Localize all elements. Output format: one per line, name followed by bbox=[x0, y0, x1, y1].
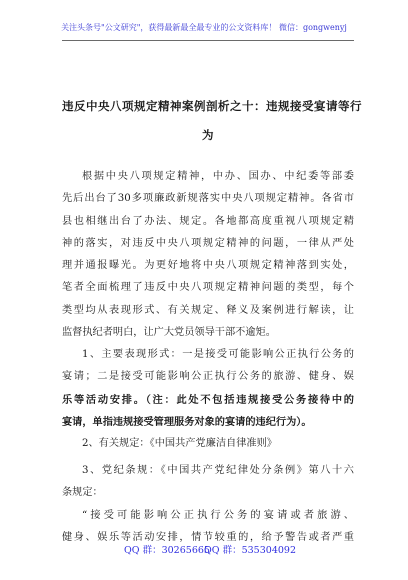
text-line: 宴请，单指违规接受管理服务对象的宴请的违纪行为）。 bbox=[62, 415, 312, 428]
text-line: 根据中央八项规定精神，中办、国办、中纪委等部委 bbox=[82, 171, 354, 182]
text-line: 3、党纪条规：《中国共产党纪律处分条例》第八十六 bbox=[82, 465, 354, 476]
paragraph-forms bbox=[62, 344, 354, 433]
text-line: 健身、娱乐等活动安排，情节较重的，给予警告或者严重 bbox=[62, 531, 354, 543]
text-line: 监督执纪者明白，让广大党员领导干部不逾矩。 bbox=[62, 327, 276, 339]
document-title-line-2: 为 bbox=[202, 128, 214, 142]
text-line: “接受可能影响公正执行公务的宴请或者旅游、 bbox=[82, 509, 354, 521]
text-line: 先后出台了30多项廉政新规落实中央八项规定精神。各省市 bbox=[62, 193, 354, 205]
document-title-line-1: 违反中央八项规定精神案例剖析之十：违规接受宴请等行 bbox=[62, 99, 362, 113]
text-line: 理并通报曝光。为更好地将中央八项规定精神落到实处， bbox=[62, 260, 354, 272]
text-line: 神的落实，对违反中央八项规定精神的问题，一律从严处 bbox=[62, 237, 354, 249]
header-note: 关注头条号"公文研究"，获得最新最全最专业的公文资料库！ 微信：gongwenyj bbox=[61, 23, 347, 32]
paragraph-intro bbox=[62, 166, 354, 344]
text-line: 宴请；二是接受可能影响公正执行公务的旅游、健身、娱 bbox=[62, 371, 354, 383]
text-line: 条规定： bbox=[62, 487, 103, 499]
text-line: 2、有关规定：《中国共产党廉洁自律准则》 bbox=[82, 438, 277, 449]
text-line: 类型均从表现形式、有关规定、释义及案例进行解读，让 bbox=[62, 304, 354, 316]
footer-qq-group-1: QQ 群：30265665 bbox=[124, 545, 210, 556]
text-line: 乐等活动安排。（注：此处不包括违规接受公务接待中的 bbox=[62, 393, 354, 406]
header-divider bbox=[62, 40, 354, 41]
footer-qq-group-2: QQ 群：535304092 bbox=[204, 545, 296, 556]
paragraph-regulations bbox=[62, 460, 354, 549]
text-line: 1、主要表现形式：一是接受可能影响公正执行公务的 bbox=[82, 349, 354, 360]
paragraph-rules bbox=[62, 433, 354, 455]
text-line: 县也相继出台了办法、规定。各地都高度重视八项规定精 bbox=[62, 215, 354, 227]
text-line: 笔者全面梳理了违反中央八项规定精神问题的类型，每个 bbox=[62, 282, 354, 294]
